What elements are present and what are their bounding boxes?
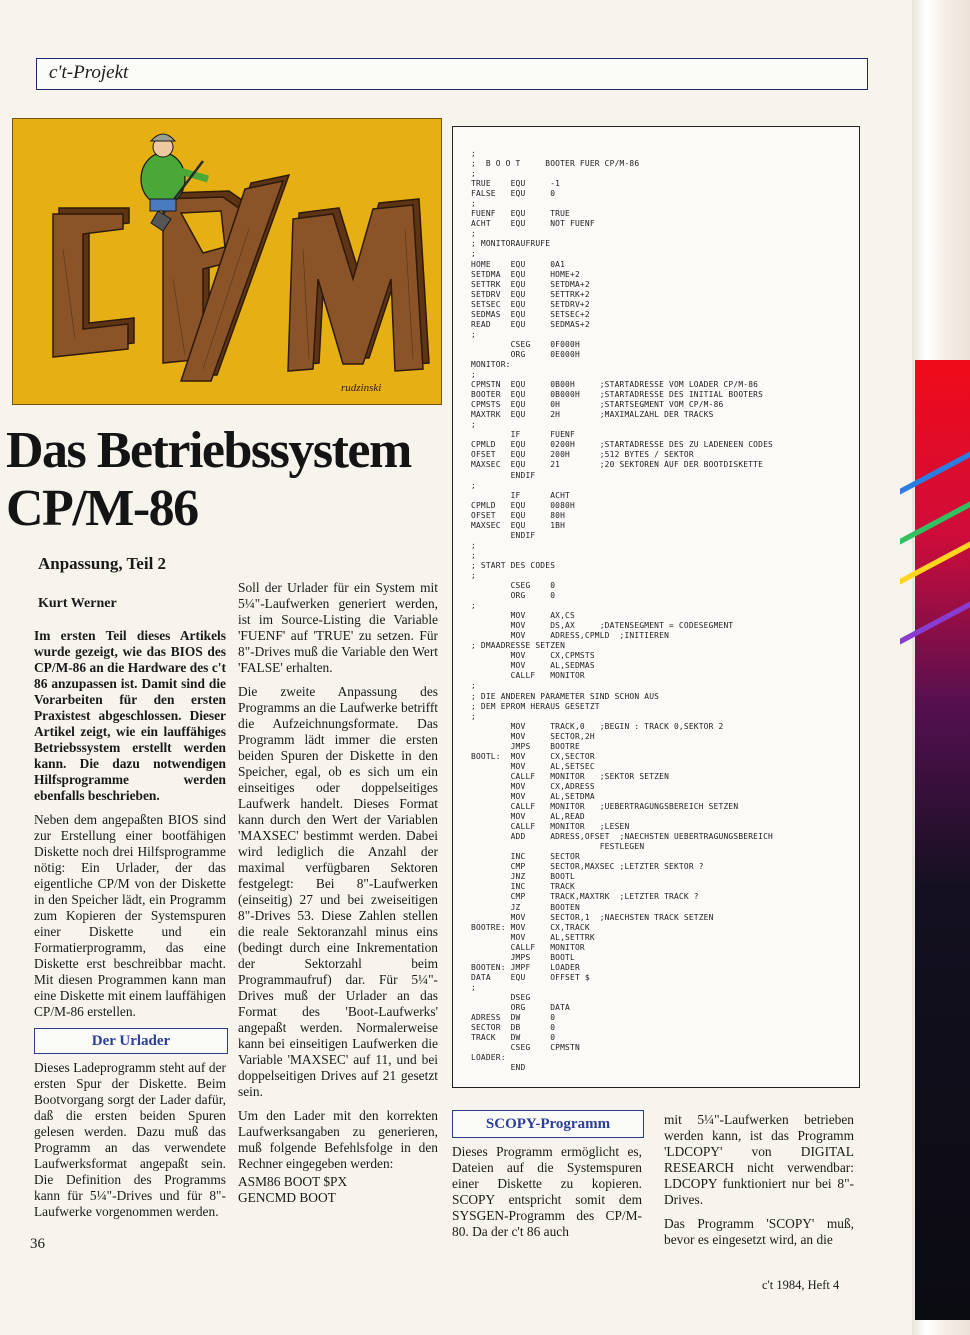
cpm-illustration xyxy=(12,118,442,405)
article-title xyxy=(6,422,446,538)
assembly-listing xyxy=(452,126,860,1088)
column-1 xyxy=(34,628,226,1028)
page-number: 36 xyxy=(30,1236,45,1252)
column-2 xyxy=(238,580,438,1206)
column-4 xyxy=(664,1112,854,1256)
paragraph: Soll der Urlader für ein System mit 5¼"-Laufwerken generiert werden, ist im Source-Listing die Variable 'FUENF' auf 'TRUE' zu setzen. Für 8"-Drives muß die Variable den Wert 'FALSE' erhalten. xyxy=(238,580,438,675)
paragraph: Dieses Programm ermöglicht es, Dateien auf die Systemspuren einer Diskette zu kopieren. SCOPY entspricht somit dem SYSGEN-Programm des CP/M-80. Da der c't 86 auch xyxy=(452,1144,642,1239)
lead-paragraph: Im ersten Teil dieses Artikels wurde gezeigt, wie das BIOS des CP/M-86 an die Hardware des c't 86 anzupassen ist. Damit sind die Vorarbeiten für den ersten Praxistest abgeschlossen. Dieser Artikel zeigt, wie ein lauffähiges Betriebssystem erstellt werden kann. Die dazu notwendigen Hilfsprogramme werden ebenfalls beschrieben. xyxy=(34,628,226,803)
illustration-graphic xyxy=(13,119,441,404)
paragraph: Das Programm 'SCOPY' muß, bevor es eingesetzt wird, an die xyxy=(664,1216,854,1247)
title-line-2: CP/M-86 xyxy=(6,480,198,537)
listing-code: ; ; B O O T BOOTER FUER CP/M-86 ; TRUE EQU -1 FALSE EQU 0 ; FUENF EQU TRUE ACHT EQU NOT FUENF ; ; MONITORAUFRUFE ; HOME EQU 0A1 SETDMA EQU HOME+2 SETTRK EQU SETDMA+2 SETDRV EQU SETTRK+2 SETSEC EQU SETDRV+2 SEDMAS EQU SETSEC+2 READ EQU SEDMAS+2 ; CSEG 0F000H ORG 0E000H MONITOR: ; CPMSTN EQU 0B00H ;STARTADRESSE VOM LOADER CP/M-86 BOOTER EQU 0B000H ;STARTADRESSE DES INITIAL BOOTERS CPMSTS EQU 0H ;STARTSEGMENT VOM CP/M-86 MAXTRK EQU 2H ;MAXIMALZAHL DER TRACKS ; IF FUENF CPMLD EQU 0200H ;STARTADRESSE DES ZU LADENEEN CODES OFSET EQU 200H ;512 BYTES / SEKTOR MAXSEC EQU 21 ;20 SEKTOREN AUF DER BOOTDISKETTE ENDIF ; IF ACHT CPMLD EQU 0080H OFSET EQU 80H MAXSEC EQU 1BH ENDIF ; ; ; START DES CODES ; CSEG 0 ORG 0 ; MOV AX,CS MOV DS,AX ;DATENSEGMENT = CODESEGMENT MOV ADRESS,CPMLD ;INITIEREN ; DMAADRESSE SETZEN MOV CX,CPMSTS MOV AL,SEDMAS CALLF MONITOR ; ; DIE ANDEREN PARAMETER SIND SCHON AUS ; DEM EPROM HERAUS GESETZT ; MOV TRACK,0 ;BEGIN : TRACK 0,SEKTOR 2 MOV SECTOR,2H JMPS BOOTRE BOOTL: MOV CX,SECTOR MOV AL,SETSEC CALLF MONITOR ;SEKTOR SETZEN MOV CX,ADRESS MOV AL,SETDMA CALLF MONITOR ;UEBERTRAGUNGSBEREICH SETZEN MOV AL,READ CALLF MONITOR ;LESEN ADD ADRESS,OFSET ;NAECHSTEN UEBERTRAGUNGSBEREICH FESTLEGEN INC SECTOR CMP SECTOR,MAXSEC ;LETZTER SEKTOR ? JNZ BOOTL INC TRACK CMP TRACK,MAXTRK ;LETZTER TRACK ? JZ BOOTEN MOV SECTOR,1 ;NAECHSTEN TRACK SETZEN BOOTRE: MOV CX,TRACK MOV AL,SETTRK CALLF MONITOR JMPS BOOTL BOOTEN: JMPF LOADER DATA EQU OFFSET $ ; DSEG ORG DATA ADRESS DW 0 SECTOR DB 0 TRACK DW 0 CSEG CPMSTN LOADER: END xyxy=(471,149,773,1073)
edge-color-stripe xyxy=(915,360,970,1320)
command-line: ASM86 BOOT $PX xyxy=(238,1174,348,1189)
column-1-continued xyxy=(34,1060,226,1228)
artist-signature: rudzinski xyxy=(341,382,382,394)
article-subtitle: Anpassung, Teil 2 xyxy=(38,554,167,573)
section-header xyxy=(36,58,868,90)
article-author: Kurt Werner xyxy=(38,596,117,611)
column-3 xyxy=(452,1144,642,1248)
section-heading-scopy: SCOPY-Programm xyxy=(452,1110,644,1138)
section-label: c't-Projekt xyxy=(49,62,129,83)
paragraph: mit 5¼"-Laufwerken betrieben werden kann, ist das Programm 'LDCOPY' von DIGITAL RESEARCH nicht verwendbar: LDCOPY funktioniert nur bei 8"-Drives. xyxy=(664,1112,854,1207)
section-heading-urlader: Der Urlader xyxy=(34,1028,228,1054)
paragraph: Die zweite Anpassung des Programms an die Laufwerke betrifft die Aufzeichnungsformate. Das Programm lädt immer die ersten beiden Spuren der Diskette in den Speicher, egal, ob es sich um ein einseitiges oder doppelseitiges Laufwerk handelt. Dieses Format kann durch den Wert der Variablen 'MAXSEC' bestimmt werden. Dabei wird lediglich die Anzahl der maximal verfügbaren Sektoren festgelegt: Bei 8"-Laufwerken (einseitig) 27 und bei zweiseitigen 8"-Drives 53. Diese Zahlen stellen die reale Sektoranzahl minus eins (bedingt durch eine Inkrementation der Sektorzahl beim Programmaufruf) dar. Für 5¼"-Drives muß der Urlader an das Format des 'Boot-Laufwerks' angepaßt werden. Normalerweise kann bei einseitigen Laufwerken die Variable 'MAXSEC' auf 11, und bei doppelseitigen Drives auf 21 gesetzt sein. xyxy=(238,684,438,1099)
issue-info: c't 1984, Heft 4 xyxy=(762,1278,840,1292)
command-line: GENCMD BOOT xyxy=(238,1190,336,1205)
title-line-1: Das Betriebssystem xyxy=(6,422,411,479)
paragraph: Neben dem angepaßten BIOS sind zur Erstellung einer bootfähigen Diskette noch drei Hilfsprogramme nötig: Ein Urlader, der das eigentliche CP/M von der Diskette in den Speicher lädt, ein Programm zum Kopieren der Systemspuren einer Diskette und ein Formatierprogramm, das eine Diskette erst beschreibbar macht. Mit diesen Programmen kann man eine Diskette mit einem lauffähigen CP/M-86 erstellen. xyxy=(34,812,226,1019)
paragraph: Dieses Ladeprogramm steht auf der ersten Spur der Diskette. Beim Bootvorgang sorgt der Lader dafür, daß die ersten beiden Spuren gelesen werden. Dazu muß das Programm an das verwendete Laufwerksformat angepaßt sein. Die Definition des Programms kann für 5¼"-Drives und für 8"-Laufwerke vorgenommen werden. xyxy=(34,1060,226,1219)
paragraph: Um den Lader mit den korrekten Laufwerksangaben zu generieren, muß folgende Befehlsfolge in den Rechner eingegeben werden: xyxy=(238,1108,438,1171)
